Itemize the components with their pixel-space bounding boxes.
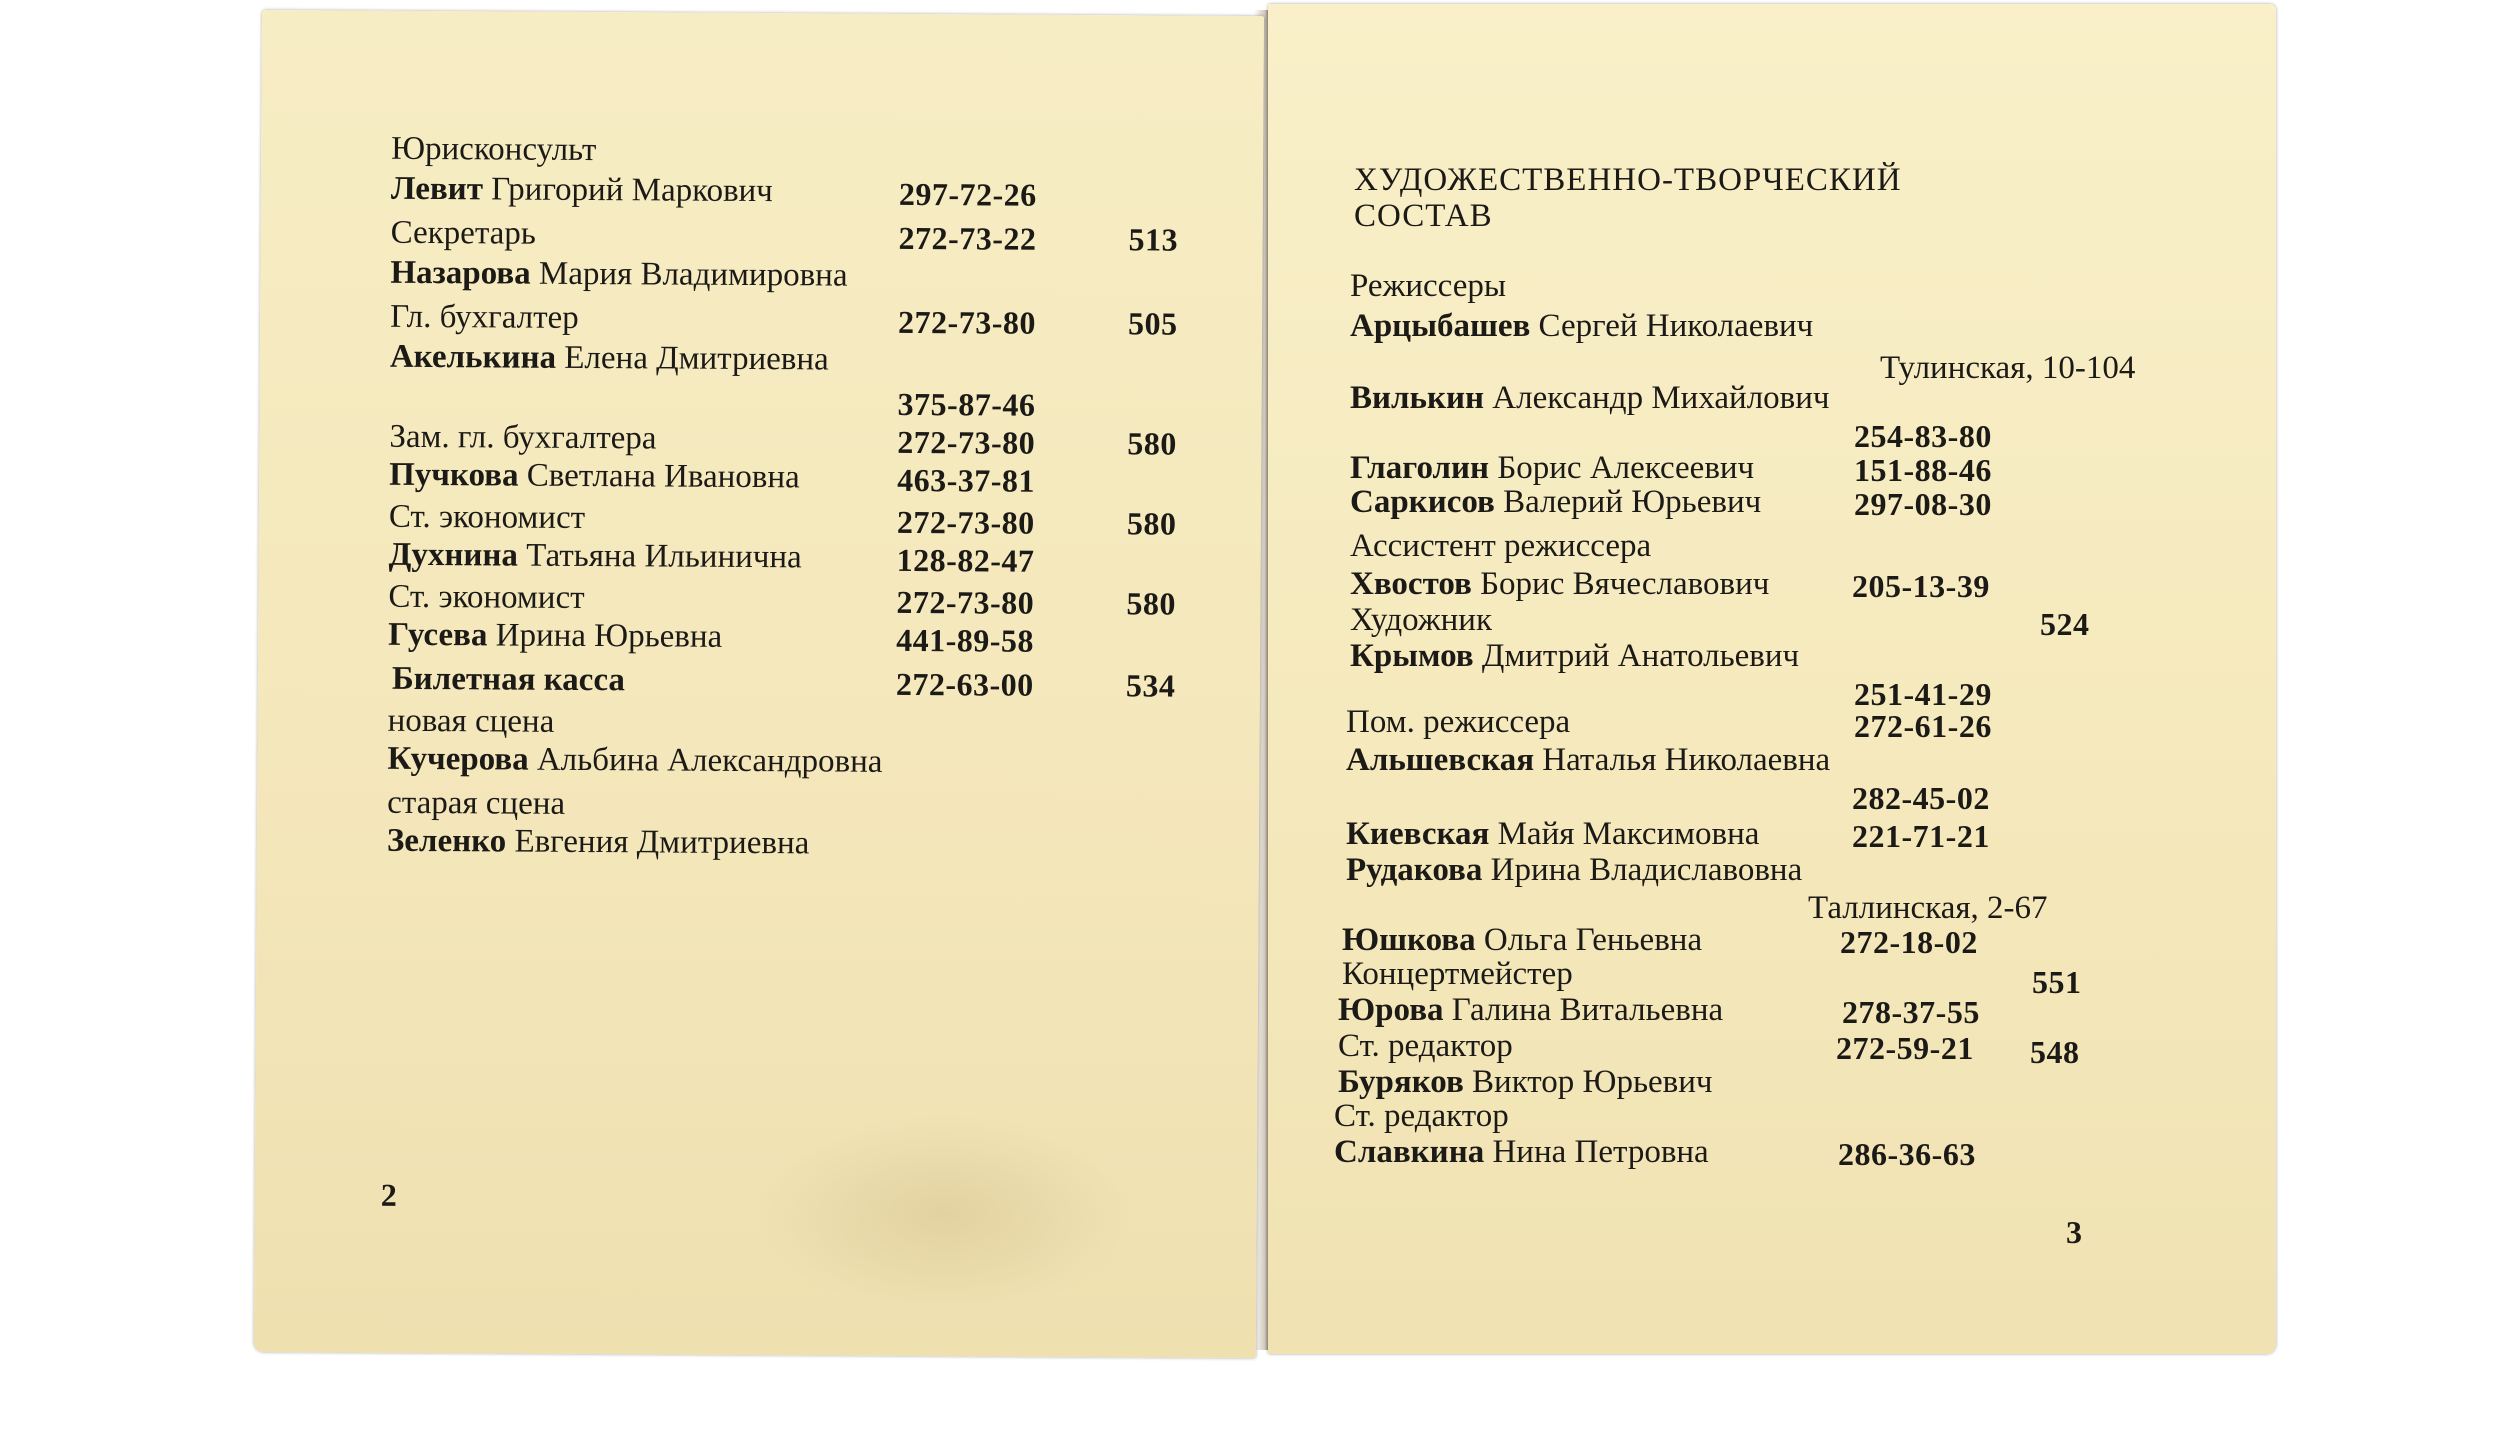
page-number: 3 [2066, 1214, 2082, 1250]
phone-number: 272-73-80 [897, 423, 1036, 461]
person-name [389, 455, 800, 498]
phone-number: 272-61-26 [1854, 708, 1992, 744]
person-given-name: Светлана Ивановна [526, 457, 800, 496]
phone-number: 278-37-55 [1842, 994, 1980, 1030]
extension-number: 580 [1126, 505, 1177, 542]
role-label: Секретарь [390, 214, 537, 252]
person-surname: Кучерова [387, 740, 529, 778]
extension-number: 505 [1127, 305, 1178, 342]
extension-number: 548 [2030, 1034, 2080, 1070]
person-surname: Акелькина [389, 338, 557, 376]
person-surname: Глаголин [1350, 450, 1490, 486]
section-heading: СОСТАВ [1354, 198, 1493, 234]
person-surname: Левит [390, 170, 484, 208]
person-given-name: Александр Михайлович [1492, 380, 1830, 416]
person-name [390, 253, 847, 296]
person-given-name: Альбина Александровна [536, 741, 883, 780]
person-name [389, 535, 802, 578]
person-surname: Юрова [1338, 992, 1444, 1028]
person-given-name: Татьяна Ильинична [526, 537, 802, 576]
person-given-name: Борис Алексеевич [1497, 450, 1755, 486]
person-surname: Славкина [1334, 1134, 1485, 1170]
role-label: Билетная касса [391, 660, 626, 699]
role-label: Ст. редактор [1338, 1028, 1513, 1064]
person-given-name: Валерий Юрьевич [1503, 484, 1762, 520]
paper-stain [754, 1113, 1135, 1315]
phone-number: 297-72-26 [898, 175, 1037, 213]
person-name [387, 739, 882, 782]
person-name [1334, 1132, 1709, 1172]
person-surname: Назарова [390, 254, 531, 292]
phone-number: 463-37-81 [897, 461, 1036, 499]
role-label: Зам. гл. бухгалтера [389, 418, 657, 457]
person-name [1350, 482, 1761, 522]
section-heading: ХУДОЖЕСТВЕННО-ТВОРЧЕСКИЙ [1354, 162, 1902, 198]
person-given-name: Галина Витальевна [1451, 992, 1724, 1028]
page-number: 2 [380, 1176, 397, 1213]
person-given-name: Ирина Юрьевна [495, 617, 723, 655]
person-surname: Киевская [1346, 816, 1490, 852]
role-label: Пом. режиссера [1346, 704, 1571, 740]
extension-number: 551 [2032, 964, 2082, 1000]
role-label: Ст. редактор [1334, 1098, 1509, 1134]
person-given-name: Григорий Маркович [491, 171, 773, 210]
person-surname: Вилькин [1350, 380, 1485, 416]
person-surname: Хвостов [1350, 566, 1472, 602]
person-name [1346, 850, 1802, 890]
person-name [391, 169, 773, 211]
person-surname: Духнина [388, 536, 519, 574]
phone-number: 272-73-22 [898, 219, 1037, 257]
person-name [1350, 564, 1769, 604]
phone-number: 272-59-21 [1836, 1030, 1974, 1066]
phone-number: 286-36-63 [1838, 1136, 1976, 1172]
phone-number: 151-88-46 [1854, 452, 1992, 488]
role-label: Ст. экономист [388, 498, 586, 536]
subsection-label: Режиссеры [1350, 268, 1507, 304]
person-given-name: Ольга Геньевна [1483, 922, 1703, 958]
person-given-name: Наталья Николаевна [1542, 742, 1831, 778]
person-given-name: Нина Петровна [1492, 1134, 1709, 1170]
person-given-name: Елена Дмитриевна [564, 339, 829, 378]
phone-number: 251-41-29 [1854, 676, 1992, 712]
phone-number: 272-73-80 [896, 503, 1035, 541]
phone-number: 272-18-02 [1840, 924, 1978, 960]
right-page [1268, 4, 2276, 1354]
person-given-name: Сергей Николаевич [1538, 308, 1814, 344]
phone-number: 297-08-30 [1854, 486, 1992, 522]
person-name [1350, 306, 1813, 346]
person-name [387, 821, 810, 864]
address: Таллинская, 2-67 [1808, 890, 2048, 926]
person-surname: Арцыбашев [1350, 308, 1531, 344]
person-surname: Буряков [1338, 1064, 1464, 1100]
person-surname: Зеленко [386, 822, 507, 860]
person-name [388, 615, 722, 657]
extension-number: 580 [1127, 425, 1177, 462]
role-label: Концертмейстер [1342, 956, 1573, 992]
person-surname: Юшкова [1342, 922, 1476, 958]
role-label: Ст. экономист [388, 578, 585, 616]
phone-number: 221-71-21 [1852, 818, 1990, 854]
extension-number: 580 [1126, 585, 1177, 622]
role-label: старая сцена [387, 784, 566, 822]
person-given-name: Мария Владимировна [538, 255, 848, 294]
address: Тулинская, 10-104 [1880, 350, 2136, 386]
phone-number: 128-82-47 [896, 541, 1035, 579]
extension-number: 524 [2040, 606, 2090, 642]
phone-number: 254-83-80 [1854, 418, 1992, 454]
extension-number: 534 [1125, 667, 1176, 704]
phone-number: 441-89-58 [896, 621, 1035, 659]
person-name [1338, 990, 1723, 1030]
person-given-name: Виктор Юрьевич [1472, 1064, 1713, 1100]
person-given-name: Евгения Дмитриевна [514, 823, 810, 862]
person-name [1346, 814, 1759, 854]
role-label: Юрисконсульт [391, 130, 597, 169]
phone-number: 282-45-02 [1852, 780, 1990, 816]
person-surname: Саркисов [1350, 484, 1495, 520]
role-label: Ассистент режиссера [1350, 528, 1652, 564]
person-name [390, 337, 829, 380]
person-surname: Альшевская [1346, 742, 1535, 778]
role-label: Гл. бухгалтер [390, 298, 579, 336]
person-given-name: Майя Максимовна [1497, 816, 1760, 852]
extension-number: 513 [1128, 221, 1179, 258]
person-name [1346, 740, 1830, 780]
left-page [254, 10, 1264, 1358]
person-name [1350, 378, 1830, 418]
person-surname: Пучкова [389, 456, 519, 494]
role-label: новая сцена [387, 702, 555, 740]
role-label: Художник [1350, 602, 1492, 638]
person-given-name: Дмитрий Анатольевич [1481, 638, 1800, 674]
phone-number: 272-73-80 [896, 583, 1035, 621]
person-surname: Гусева [388, 616, 488, 654]
person-name [1350, 636, 1799, 676]
phone-number: 205-13-39 [1852, 568, 1990, 604]
person-given-name: Ирина Владиславовна [1490, 852, 1803, 888]
person-given-name: Борис Вячеславович [1480, 566, 1770, 602]
phone-number: 375-87-46 [897, 385, 1036, 423]
phone-number: 272-63-00 [895, 665, 1034, 703]
phone-number: 272-73-80 [897, 303, 1037, 341]
person-surname: Рудакова [1346, 852, 1483, 888]
person-surname: Крымов [1350, 638, 1474, 674]
